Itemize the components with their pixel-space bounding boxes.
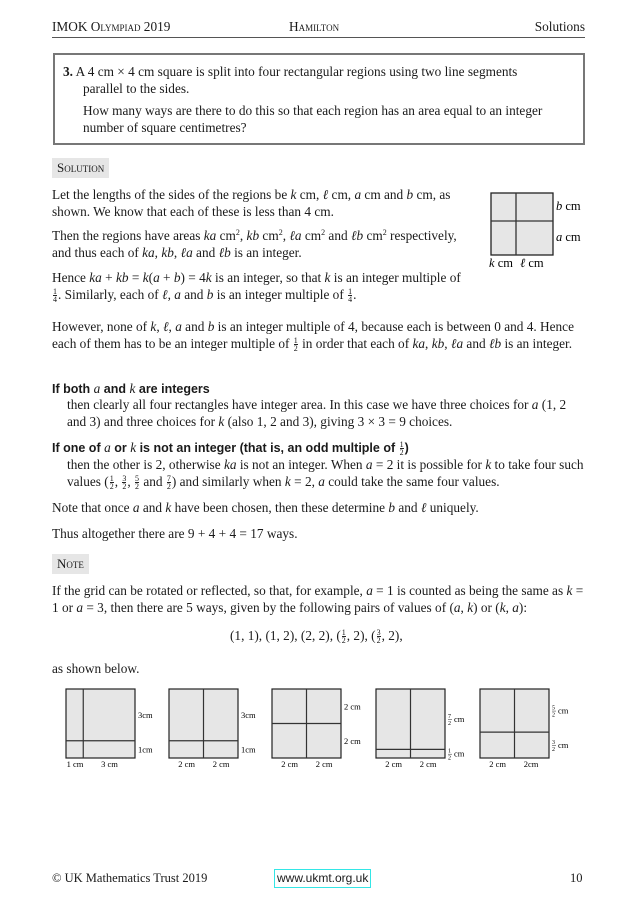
case2-heading: If one of a or k is not an integer (that is, an odd multiple of $\frac{1}{2}$ ): [52, 440, 409, 458]
note-p2: as shown below.: [52, 661, 140, 676]
solution-p2: Then the regions have areas ka $cm^2$, kb $cm^2$, ℓa $cm^2$ and ℓb $cm^2$ respectively, and thus each of ka, kb, ℓa and ℓb is an integer.: [52, 228, 457, 260]
solution-p1: Let the lengths of the sides of the regions be k cm, ℓ cm, a cm and b cm, as shown. We know that each of these is less than 4 cm.: [52, 187, 451, 219]
diagram-4-bottom-label-1: 2 cm: [385, 759, 403, 769]
diagram-4-right-label-2-den: 2: [448, 755, 451, 762]
diagram-4-right-label-1: cm: [454, 714, 465, 725]
diagram-5-right-label-2-den: 2: [552, 747, 555, 754]
header-left: IMOK Olympiad 2019: [52, 19, 171, 34]
question-number: 3.: [63, 64, 73, 79]
case2-body: then the other is 2, otherwise ka is not an integer. When a = 2 it is possible for k to take four such values ( $\frac{1}{2}$ , $\frac{3}{2}$ , $\frac{5}{2}$ and $\frac{7}{2}$ ) and similarly when k = 2, a could take the same four values.: [67, 457, 584, 492]
diagram-1-right-label-2: 1cm: [138, 744, 153, 755]
diagram-5-bottom-label-2: 2cm: [523, 759, 539, 769]
solution-p4: However, none of k, ℓ, a and b is an integer multiple of 4, because each is between 0 and 4. Hence each of them has to be an integer multiple of $\frac{1}{2}$ in order that each of ka, kb, ℓa and ℓb is an integer.: [52, 319, 574, 354]
note-pairs: (1, 1), (1, 2), (2, 2), ( $\frac{1}{2}$ , 2), ( $\frac{3}{2}$ , 2),: [230, 628, 403, 646]
diagram-2-right-label-2: 1cm: [241, 744, 256, 755]
page-header: [52, 18, 585, 38]
solution-p3: Hence ka + kb = k(a + b) = 4k is an integer, so that k is an integer multiple of $\frac{1}{4}$ . Similarly, each of ℓ, a and b is an integer multiple of $\frac{1}{4}$ .: [52, 270, 461, 305]
question-box: [53, 53, 585, 145]
note-tag: Note: [52, 554, 89, 574]
diagram-square: [491, 193, 553, 255]
diagram-3-right-label-1: 2 cm: [344, 701, 361, 712]
case1-heading: If both a and k are integers: [52, 381, 210, 396]
diagram-2-bottom-label-2: 2 cm: [212, 759, 230, 769]
header-center: Hamilton: [289, 19, 340, 34]
diagram-5-right-label-2-num: 3: [552, 740, 555, 747]
diagram-4-right-label-2-num: 1: [448, 748, 451, 755]
diagram-5-right-label-1-den: 2: [552, 712, 555, 719]
label-l: ℓ cm: [520, 256, 544, 270]
footer-copyright: © UK Mathematics Trust 2019: [52, 871, 208, 885]
diagram-4-right-label-1-den: 2: [448, 721, 451, 728]
diagram-1-bottom-label-2: 3 cm: [101, 759, 118, 769]
diagram-5-right-label-1: cm: [558, 705, 569, 716]
diagram-2-bottom-label-1: 2 cm: [178, 759, 196, 769]
diagram-4-right-label-2: cm: [454, 748, 465, 759]
diagram-3-bottom-label-1: 2 cm: [281, 759, 299, 769]
footer-link[interactable]: www.ukmt.org.uk: [274, 869, 371, 888]
label-k: k cm: [489, 256, 513, 270]
header-right: Solutions: [534, 19, 585, 34]
solution-tag: Solution: [52, 158, 109, 178]
diagram-3-right-label-2: 2 cm: [344, 735, 361, 746]
sides-diagram: [480, 183, 590, 271]
solution-p6: Thus altogether there are 9 + 4 + 4 = 17 ways.: [52, 526, 298, 541]
footer-page-number: 10: [570, 871, 583, 885]
diagram-5-right-label-2: cm: [558, 740, 569, 751]
diagram-5-right-label-1-num: 5: [552, 705, 555, 712]
diagram-1-square: [66, 689, 135, 758]
diagram-1-right-label-1: 3cm: [138, 709, 153, 720]
diagram-4-right-label-1-num: 7: [448, 714, 451, 721]
question-text-1: 3. A 4 cm × 4 cm square is split into four rectangular regions using two line segments parallel to the sides.: [63, 64, 518, 96]
note-p1: If the grid can be rotated or reflected, so that, for example, a = 1 is counted as being the same as k = 1 or a = 3, then there are 5 ways, given by the following pairs of values of (a, k) or (k, a):: [52, 583, 584, 615]
diagram-3-bottom-label-2: 2 cm: [315, 759, 333, 769]
diagram-2-right-label-1: 3cm: [241, 709, 256, 720]
case1-body: then clearly all four rectangles have integer area. In this case we have three choices for a (1, 2 and 3) and three choices for k (also 1, 2 and 3), giving 3 × 3 = 9 choices.: [67, 397, 567, 429]
label-b: b cm: [556, 199, 581, 213]
solution-p5: Note that once a and k have been chosen, then these determine b and ℓ uniquely.: [52, 500, 479, 515]
diagram-1-bottom-label-1: 1 cm: [66, 759, 84, 769]
label-a: a cm: [556, 230, 581, 244]
example-diagrams: [0, 680, 637, 780]
diagram-4-bottom-label-2: 2 cm: [419, 759, 437, 769]
question-text-2: How many ways are there to do this so that each region has an area equal to an integer number of square centimetres?: [83, 103, 543, 135]
diagram-5-bottom-label-1: 2 cm: [489, 759, 507, 769]
